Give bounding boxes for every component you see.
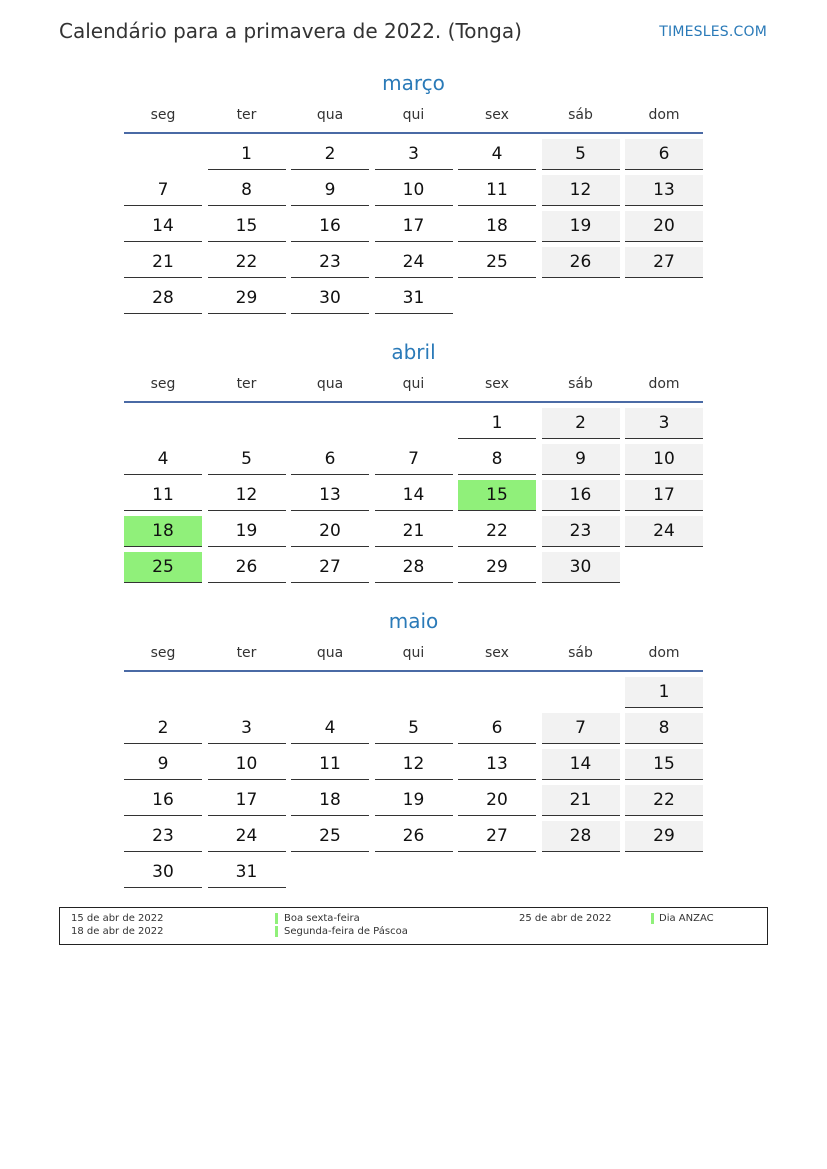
day-cell: 19 — [542, 211, 620, 242]
week-row — [124, 211, 703, 247]
day-cell: 11 — [124, 480, 202, 511]
empty-cell — [124, 677, 202, 707]
day-cell: 22 — [208, 247, 286, 278]
day-cell: 11 — [291, 749, 369, 780]
day-cell: 2 — [291, 139, 369, 170]
day-cell: 26 — [542, 247, 620, 278]
day-cell: 2 — [542, 408, 620, 439]
holiday-day-cell: 25 — [124, 552, 202, 583]
weekday-label: sáb — [568, 376, 593, 392]
day-cell: 13 — [458, 749, 536, 780]
empty-cell — [625, 857, 703, 887]
day-cell: 3 — [625, 408, 703, 439]
empty-cell — [291, 857, 369, 887]
day-cell: 20 — [625, 211, 703, 242]
day-cell: 17 — [625, 480, 703, 511]
legend-marker-2 — [275, 926, 278, 937]
legend-date-2: 18 de abr de 2022 — [71, 926, 164, 937]
day-cell: 28 — [124, 283, 202, 314]
header-rule — [124, 401, 703, 403]
day-cell: 25 — [291, 821, 369, 852]
day-cell: 21 — [542, 785, 620, 816]
week-row — [124, 749, 703, 785]
day-cell: 8 — [208, 175, 286, 206]
weekday-header — [124, 104, 703, 132]
holiday-legend — [59, 907, 768, 945]
day-cell: 12 — [208, 480, 286, 511]
month-march — [124, 68, 703, 319]
empty-cell — [375, 857, 453, 887]
legend-holiday-3: Dia ANZAC — [659, 913, 714, 924]
weekday-header — [124, 373, 703, 401]
day-cell: 11 — [458, 175, 536, 206]
day-cell: 9 — [291, 175, 369, 206]
day-cell: 23 — [291, 247, 369, 278]
month-name: maio — [388, 609, 439, 633]
weekday-label: qui — [402, 107, 425, 123]
day-cell: 30 — [124, 857, 202, 888]
empty-cell — [542, 677, 620, 707]
empty-cell — [625, 283, 703, 313]
empty-cell — [625, 552, 703, 582]
day-cell: 8 — [458, 444, 536, 475]
weekday-label: ter — [236, 376, 257, 392]
day-cell: 4 — [458, 139, 536, 170]
weekday-label: seg — [150, 107, 176, 123]
week-row — [124, 247, 703, 283]
page-title: Calendário para a primavera de 2022. (Tonga) — [59, 19, 522, 43]
weekday-label: sex — [485, 376, 509, 392]
day-cell: 17 — [208, 785, 286, 816]
weekday-header — [124, 642, 703, 670]
month-april — [124, 337, 703, 588]
day-cell: 27 — [625, 247, 703, 278]
week-row — [124, 408, 703, 444]
empty-cell — [208, 677, 286, 707]
day-cell: 5 — [208, 444, 286, 475]
day-cell: 31 — [375, 283, 453, 314]
day-cell: 10 — [208, 749, 286, 780]
day-cell: 24 — [208, 821, 286, 852]
week-row — [124, 480, 703, 516]
day-cell: 10 — [625, 444, 703, 475]
empty-cell — [208, 408, 286, 438]
day-cell: 30 — [542, 552, 620, 583]
weekday-label: sáb — [568, 645, 593, 661]
weekday-label: ter — [236, 107, 257, 123]
day-cell: 13 — [291, 480, 369, 511]
day-cell: 5 — [542, 139, 620, 170]
day-cell: 29 — [625, 821, 703, 852]
weekday-label: ter — [236, 645, 257, 661]
empty-cell — [542, 857, 620, 887]
holiday-day-cell: 15 — [458, 480, 536, 511]
month-may — [124, 606, 703, 893]
week-row — [124, 785, 703, 821]
day-cell: 10 — [375, 175, 453, 206]
weekday-label: dom — [648, 645, 680, 661]
day-cell: 25 — [458, 247, 536, 278]
day-cell: 14 — [375, 480, 453, 511]
day-cell: 18 — [458, 211, 536, 242]
day-cell: 27 — [458, 821, 536, 852]
empty-cell — [375, 408, 453, 438]
weekday-label: sáb — [568, 107, 593, 123]
day-cell: 23 — [542, 516, 620, 547]
day-cell: 26 — [375, 821, 453, 852]
day-cell: 8 — [625, 713, 703, 744]
day-cell: 28 — [375, 552, 453, 583]
day-cell: 22 — [625, 785, 703, 816]
holiday-day-cell: 18 — [124, 516, 202, 547]
day-cell: 9 — [124, 749, 202, 780]
day-cell: 14 — [124, 211, 202, 242]
week-row — [124, 552, 703, 588]
weekday-label: qui — [402, 645, 425, 661]
day-cell: 23 — [124, 821, 202, 852]
day-cell: 21 — [375, 516, 453, 547]
empty-cell — [458, 283, 536, 313]
day-cell: 24 — [625, 516, 703, 547]
week-row — [124, 283, 703, 319]
empty-cell — [291, 677, 369, 707]
day-cell: 15 — [208, 211, 286, 242]
weekday-label: sex — [485, 645, 509, 661]
day-cell: 16 — [124, 785, 202, 816]
empty-cell — [458, 857, 536, 887]
day-cell: 4 — [124, 444, 202, 475]
week-row — [124, 677, 703, 713]
day-cell: 6 — [625, 139, 703, 170]
day-cell: 17 — [375, 211, 453, 242]
day-cell: 24 — [375, 247, 453, 278]
week-row — [124, 444, 703, 480]
day-cell: 20 — [291, 516, 369, 547]
header-rule — [124, 132, 703, 134]
day-cell: 6 — [291, 444, 369, 475]
week-row — [124, 139, 703, 175]
empty-cell — [458, 677, 536, 707]
weekday-label: seg — [150, 645, 176, 661]
day-cell: 1 — [625, 677, 703, 708]
day-cell: 3 — [375, 139, 453, 170]
weekday-label: dom — [648, 107, 680, 123]
legend-marker-1 — [275, 913, 278, 924]
day-cell: 29 — [208, 283, 286, 314]
legend-marker-3 — [651, 913, 654, 924]
day-cell: 16 — [542, 480, 620, 511]
day-cell: 26 — [208, 552, 286, 583]
day-cell: 5 — [375, 713, 453, 744]
day-cell: 19 — [208, 516, 286, 547]
day-cell: 7 — [124, 175, 202, 206]
day-cell: 7 — [375, 444, 453, 475]
day-cell: 29 — [458, 552, 536, 583]
weekday-label: seg — [150, 376, 176, 392]
day-cell: 16 — [291, 211, 369, 242]
empty-cell — [375, 677, 453, 707]
day-cell: 6 — [458, 713, 536, 744]
week-row — [124, 821, 703, 857]
brand-link[interactable]: TIMESLES.COM — [659, 24, 767, 40]
weekday-label: qua — [316, 107, 344, 123]
day-cell: 21 — [124, 247, 202, 278]
weekday-label: sex — [485, 107, 509, 123]
empty-cell — [124, 408, 202, 438]
day-cell: 15 — [625, 749, 703, 780]
day-cell: 30 — [291, 283, 369, 314]
month-name: março — [382, 71, 445, 95]
legend-date-1: 15 de abr de 2022 — [71, 913, 164, 924]
week-row — [124, 857, 703, 893]
day-cell: 27 — [291, 552, 369, 583]
month-name: abril — [391, 340, 436, 364]
day-cell: 18 — [291, 785, 369, 816]
legend-date-3: 25 de abr de 2022 — [519, 913, 612, 924]
day-cell: 20 — [458, 785, 536, 816]
legend-holiday-2: Segunda-feira de Páscoa — [284, 926, 408, 937]
empty-cell — [291, 408, 369, 438]
weekday-label: qua — [316, 376, 344, 392]
day-cell: 4 — [291, 713, 369, 744]
day-cell: 13 — [625, 175, 703, 206]
week-row — [124, 516, 703, 552]
legend-holiday-1: Boa sexta-feira — [284, 913, 360, 924]
day-cell: 2 — [124, 713, 202, 744]
weekday-label: dom — [648, 376, 680, 392]
day-cell: 12 — [542, 175, 620, 206]
header-rule — [124, 670, 703, 672]
week-row — [124, 713, 703, 749]
day-cell: 28 — [542, 821, 620, 852]
week-row — [124, 175, 703, 211]
day-cell: 14 — [542, 749, 620, 780]
weekday-label: qui — [402, 376, 425, 392]
day-cell: 7 — [542, 713, 620, 744]
day-cell: 1 — [458, 408, 536, 439]
empty-cell — [124, 139, 202, 169]
day-cell: 3 — [208, 713, 286, 744]
day-cell: 12 — [375, 749, 453, 780]
day-cell: 9 — [542, 444, 620, 475]
day-cell: 19 — [375, 785, 453, 816]
day-cell: 1 — [208, 139, 286, 170]
weekday-label: qua — [316, 645, 344, 661]
day-cell: 31 — [208, 857, 286, 888]
day-cell: 22 — [458, 516, 536, 547]
empty-cell — [542, 283, 620, 313]
